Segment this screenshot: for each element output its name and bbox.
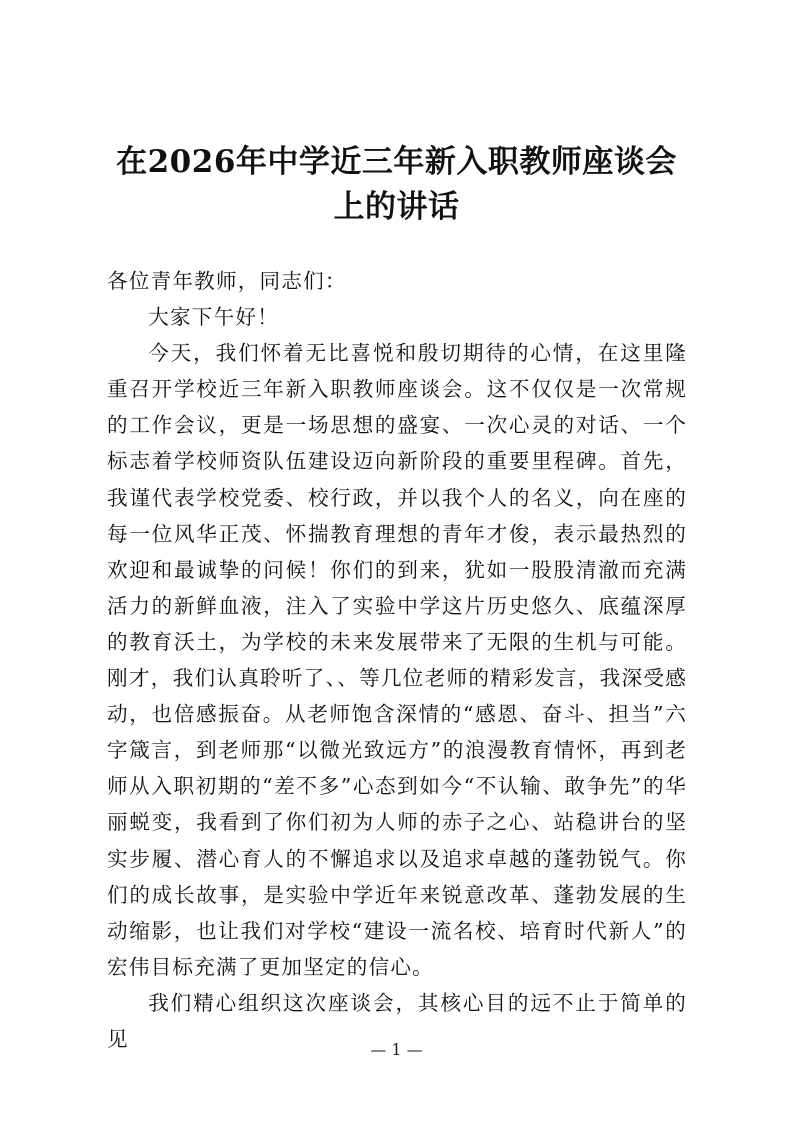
page-title — [100, 140, 693, 230]
paragraph-greeting: 大家下午好！ — [148, 305, 279, 330]
speech-body — [107, 263, 687, 1057]
paragraph-purpose: 我们精心组织这次座谈会，其核心目的远不止于简单的见 — [107, 990, 687, 1051]
title-line-2: 上的讲话 — [333, 189, 460, 225]
page-number: — 1 — — [370, 1040, 423, 1059]
salutation: 各位青年教师，同志们： — [107, 269, 347, 293]
title-line-1: 在2026年中学近三年新入职教师座谈会 — [116, 144, 677, 180]
paragraph-opening: 今天，我们怀着无比喜悦和殷切期待的心情，在这里隆重召开学校近三年新入职教师座谈会。这不仅仅是一次常规的工作会议，更是一场思想的盛宴、一次心灵的对话、一个标志着学校师资队伍建设迈向新阶段的重要里程碑。首先，我谨代表学校党委、校行政，并以我个人的名义，向在座的每一位风华正茂、怀揣教育理想的青年才俊，表示最热烈的欢迎和最诚挚的问候！你们的到来，犹如一股股清澈而充满活力的新鲜血液，注入了实验中学这片历史悠久、底蕴深厚的教育沃土，为学校的未来发展带来了无限的生机与可能。刚才，我们认真聆听了、、等几位老师的精彩发言，我深受感动，也倍感振奋。从老师饱含深情的“感恩、奋斗、担当”六字箴言，到老师那“以微光致远方”的浪漫教育情怀，再到老师从入职初期的“差不多”心态到如今“不认输、敢争先”的华丽蜕变，我看到了你们初为人师的赤子之心、站稳讲台的坚实步履、潜心育人的不懈追求以及追求卓越的蓬勃锐气。你们的成长故事，是实验中学近年来锐意改革、蓬勃发展的生动缩影，也让我们对学校“建设一流名校、培育时代新人”的宏伟目标充满了更加坚定的信心。 — [107, 341, 687, 979]
